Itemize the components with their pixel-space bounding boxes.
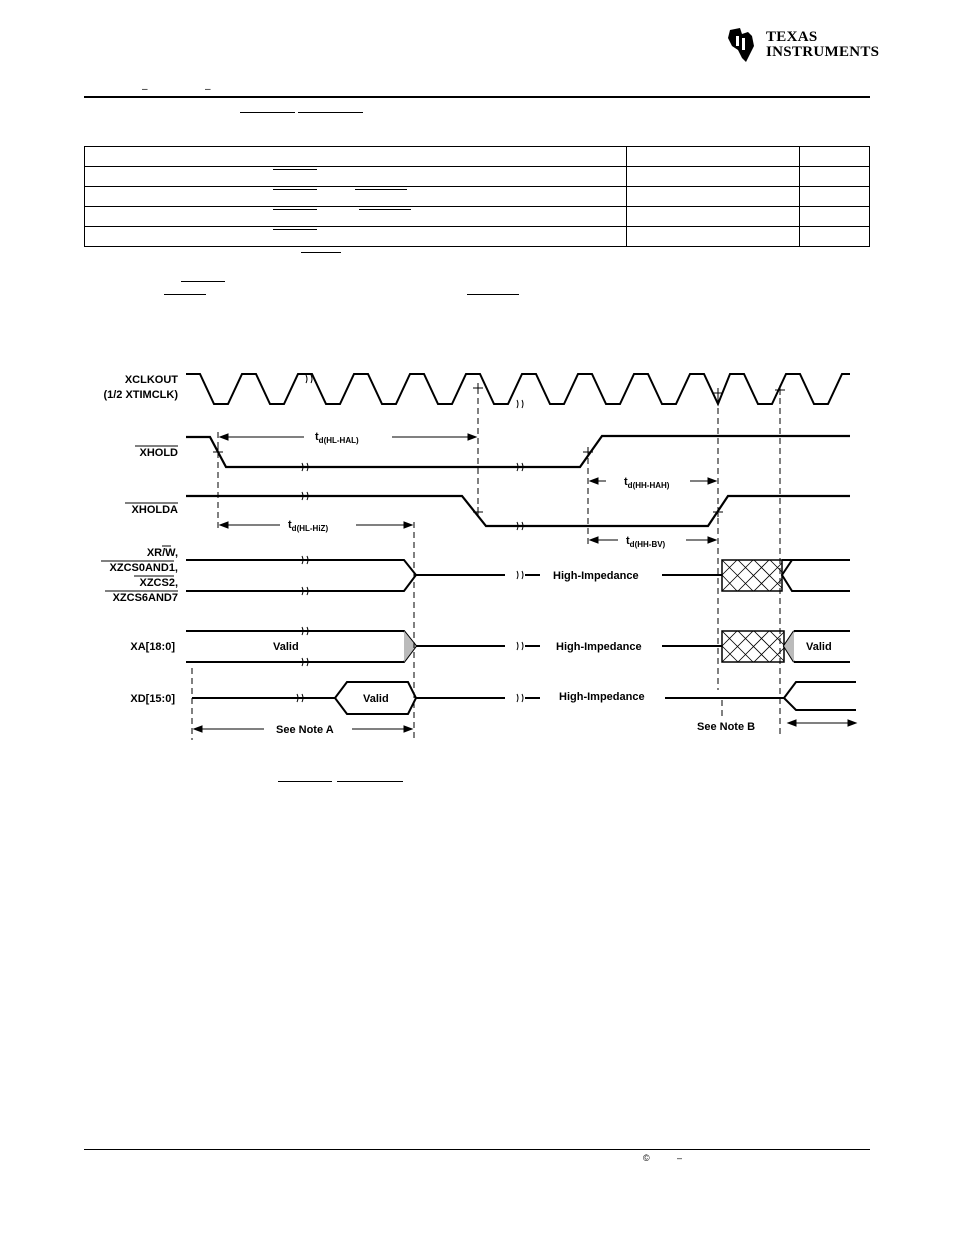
overline-mark (273, 209, 317, 210)
timing-label-hh-bv: $t_d(HH-BV)$ (626, 535, 666, 549)
table-row (85, 207, 870, 227)
overline-mark (337, 781, 403, 782)
overline-mark (359, 209, 411, 210)
note-a-label: See Note A (276, 724, 334, 736)
overline-mark (240, 112, 295, 113)
brand-line-1: TEXAS (766, 29, 818, 45)
signal-label-xa: XA[18:0] (130, 641, 175, 653)
xa-waveform (186, 631, 416, 662)
brand-line-2: INSTRUMENTS (766, 44, 880, 60)
signal-label-xzcs2: XZCS2, (139, 577, 178, 589)
high-impedance-label: High-Impedance (556, 641, 642, 653)
table-row (85, 147, 870, 167)
overline-mark (278, 781, 332, 782)
timing-label-hl-hal: $t_d(HL-HAL)$ (315, 431, 359, 445)
overline-mark (301, 252, 341, 253)
header-dash-1: – (142, 84, 148, 95)
table-row (85, 227, 870, 247)
valid-label: Valid (806, 641, 832, 653)
timing-requirements-table (84, 146, 870, 247)
high-impedance-label: High-Impedance (553, 570, 639, 582)
footer-dash: – (677, 1153, 683, 1163)
overline-mark (467, 294, 519, 295)
signal-label-xclkout-sub: (1/2 XTIMCLK) (103, 389, 178, 401)
overline-mark (355, 189, 407, 190)
signal-label-xd: XD[15:0] (130, 693, 175, 705)
signal-label-xzcs6and7: XZCS6AND7 (112, 592, 178, 604)
header-dash-2: – (205, 84, 211, 95)
xclkout-waveform (186, 374, 850, 404)
overline-mark (273, 189, 317, 190)
xrw-group-waveform (186, 560, 416, 591)
overline-mark (164, 294, 206, 295)
header-rule (84, 96, 870, 98)
table-row (85, 187, 870, 207)
footer-rule (84, 1149, 870, 1150)
overline-mark (298, 112, 363, 113)
signal-label-xholda: XHOLDA (131, 504, 178, 516)
copyright-symbol: © (643, 1153, 650, 1163)
high-impedance-label: High-Impedance (559, 691, 645, 703)
xholda-waveform (186, 496, 850, 526)
xhold-waveform (186, 436, 850, 467)
valid-label: Valid (273, 641, 299, 653)
external-hold-timing-diagram (0, 340, 954, 760)
note-b-label: See Note B (697, 721, 756, 733)
table-row (85, 167, 870, 187)
overline-mark (273, 169, 317, 170)
signal-label-xhold: XHOLD (139, 447, 178, 459)
overline-mark (181, 281, 225, 282)
timing-label-hl-hiz: $t_d(HL-HiZ)$ (288, 519, 329, 533)
timing-label-hh-hah: $t_d(HH-HAH)$ (624, 476, 670, 490)
valid-label: Valid (363, 693, 389, 705)
signal-label-xclkout: XCLKOUT (124, 374, 178, 386)
overline-mark (273, 229, 317, 230)
signal-label-xrw: XR/W, (146, 547, 178, 559)
brand-wordmark (766, 30, 879, 60)
signal-label-xzcs0and1: XZCS0AND1, (109, 562, 178, 574)
